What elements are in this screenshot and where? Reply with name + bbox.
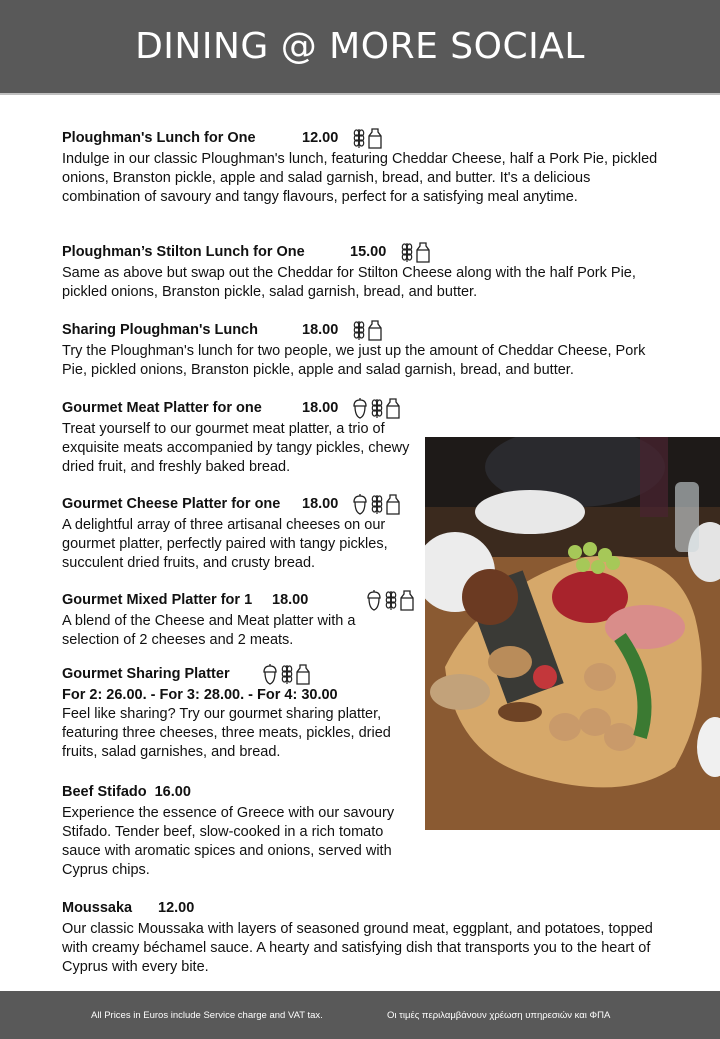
platter-photo (425, 437, 720, 830)
nut-icon (262, 663, 278, 685)
page-header (0, 0, 720, 95)
menu-item-price: 12.00 (302, 129, 339, 146)
menu-item-price-options: For 2: 26.00. - For 3: 28.00. - For 4: 30.00 (62, 687, 338, 703)
menu-item-name: Moussaka (62, 899, 133, 916)
menu-item-description: A blend of the Cheese and Meat platter with a selection of 2 cheeses and 2 meats. (62, 613, 356, 648)
milk-carton-icon (296, 663, 310, 685)
menu-item-price: 18.00 (302, 495, 339, 512)
menu-item-stilton-lunch (62, 240, 662, 302)
page-title: DINING @ MORE SOCIAL (135, 26, 585, 67)
menu-item-title (62, 588, 414, 612)
allergen-icons (352, 493, 400, 515)
menu-item-description: Treat yourself to our gourmet meat platter, a trio of exquisite meats accompanied by tangy pickles, chewy dried fruit, and freshly baked bread. (62, 421, 410, 475)
menu-item-name: Ploughman's Lunch for One (62, 129, 256, 146)
menu-item-price: 16.00 (154, 783, 191, 800)
wheat-icon (370, 397, 384, 419)
allergen-icons (400, 241, 430, 263)
menu-item-description: A delightful array of three artisanal cheeses on our gourmet platter, perfectly paired with tangy pickles, succulent dried fruits, and crusty bread. (62, 517, 388, 571)
menu-item-name: Ploughman’s Stilton Lunch for One (62, 243, 305, 260)
wheat-icon (280, 663, 294, 685)
nut-icon (352, 397, 368, 419)
menu-item-description: Feel like sharing? Try our gourmet sharing platter, featuring three cheeses, three meats, pickles, dried fruits, salad garnishes, and bread. (62, 706, 391, 760)
menu-item-mixed-platter (62, 588, 414, 650)
menu-item-title (62, 780, 414, 804)
allergen-icons (366, 589, 414, 611)
menu-item-title (62, 492, 418, 516)
wheat-icon (384, 589, 398, 611)
allergen-icons (352, 397, 400, 419)
menu-item-name: Gourmet Meat Platter for one (62, 399, 262, 416)
menu-item-cheese-platter (62, 492, 418, 573)
menu-item-price: 18.00 (302, 399, 339, 416)
milk-carton-icon (368, 319, 382, 341)
milk-carton-icon (386, 397, 400, 419)
allergen-icons (352, 319, 382, 341)
menu-item-name: Gourmet Mixed Platter for 1 (62, 591, 253, 608)
milk-carton-icon (416, 241, 430, 263)
menu-item-price: 12.00 (158, 899, 195, 916)
footer-note-english: All Prices in Euros include Service charge and VAT tax. (91, 1009, 323, 1021)
menu-item-name: Gourmet Cheese Platter for one (62, 495, 281, 512)
page-footer (0, 991, 720, 1039)
menu-item-title (62, 896, 662, 920)
menu-item-title (62, 126, 662, 150)
menu-item-description: Experience the essence of Greece with our savoury Stifado. Tender beef, slow-cooked in a rich tomato sauce with aromatic spices and onions, served with Cyprus chips. (62, 805, 395, 878)
menu-item-beef-stifado (62, 780, 414, 880)
menu-item-description: Our classic Moussaka with layers of seasoned ground meat, eggplant, and potatoes, topped with creamy béchamel sauce. A hearty and satisfying dish that transports you to the heart of Cyprus with every bite. (62, 921, 653, 975)
menu-item-ploughmans-lunch (62, 126, 662, 207)
milk-carton-icon (386, 493, 400, 515)
menu-item-price: 18.00 (302, 321, 339, 338)
milk-carton-icon (368, 127, 382, 149)
wheat-icon (370, 493, 384, 515)
menu-item-price: 15.00 (350, 243, 387, 260)
menu-item-title (62, 662, 414, 686)
wheat-icon (352, 319, 366, 341)
menu-item-description: Same as above but swap out the Cheddar for Stilton Cheese along with the half Pork Pie, pickled onions, Branston pickle, salad garnish, bread, and butter. (62, 265, 636, 300)
allergen-icons (262, 663, 310, 685)
menu-item-price: 18.00 (272, 591, 309, 608)
menu-item-title (62, 318, 662, 342)
menu-item-title (62, 396, 414, 420)
wheat-icon (352, 127, 366, 149)
wheat-icon (400, 241, 414, 263)
menu-item-name: Gourmet Sharing Platter (62, 665, 230, 682)
allergen-icons (352, 127, 382, 149)
menu-item-meat-platter (62, 396, 414, 477)
menu-item-description: Try the Ploughman's lunch for two people, we just up the amount of Cheddar Cheese, Pork Pie, pickled onions, Branston pickle, apple and salad garnish, bread, and butter. (62, 343, 646, 378)
nut-icon (366, 589, 382, 611)
menu-item-sharing-ploughmans (62, 318, 662, 380)
menu-item-name: Sharing Ploughman's Lunch (62, 321, 258, 338)
menu-item-title (62, 240, 662, 264)
menu-item-moussaka (62, 896, 662, 977)
footer-note-greek: Οι τιμές περιλαμβάνουν χρέωση υπηρεσιών και ΦΠΑ (387, 1009, 611, 1021)
nut-icon (352, 493, 368, 515)
milk-carton-icon (400, 589, 414, 611)
menu-item-description: Indulge in our classic Ploughman's lunch, featuring Cheddar Cheese, half a Pork Pie, pickled onions, Branston pickle, apple and salad garnish, bread, and butter. It's a delicious combination of savoury and tangy flavours, perfect for a satisfying meal anytime. (62, 151, 658, 205)
menu-item-sharing-platter (62, 662, 414, 762)
menu-item-name: Beef Stifado (62, 783, 147, 800)
